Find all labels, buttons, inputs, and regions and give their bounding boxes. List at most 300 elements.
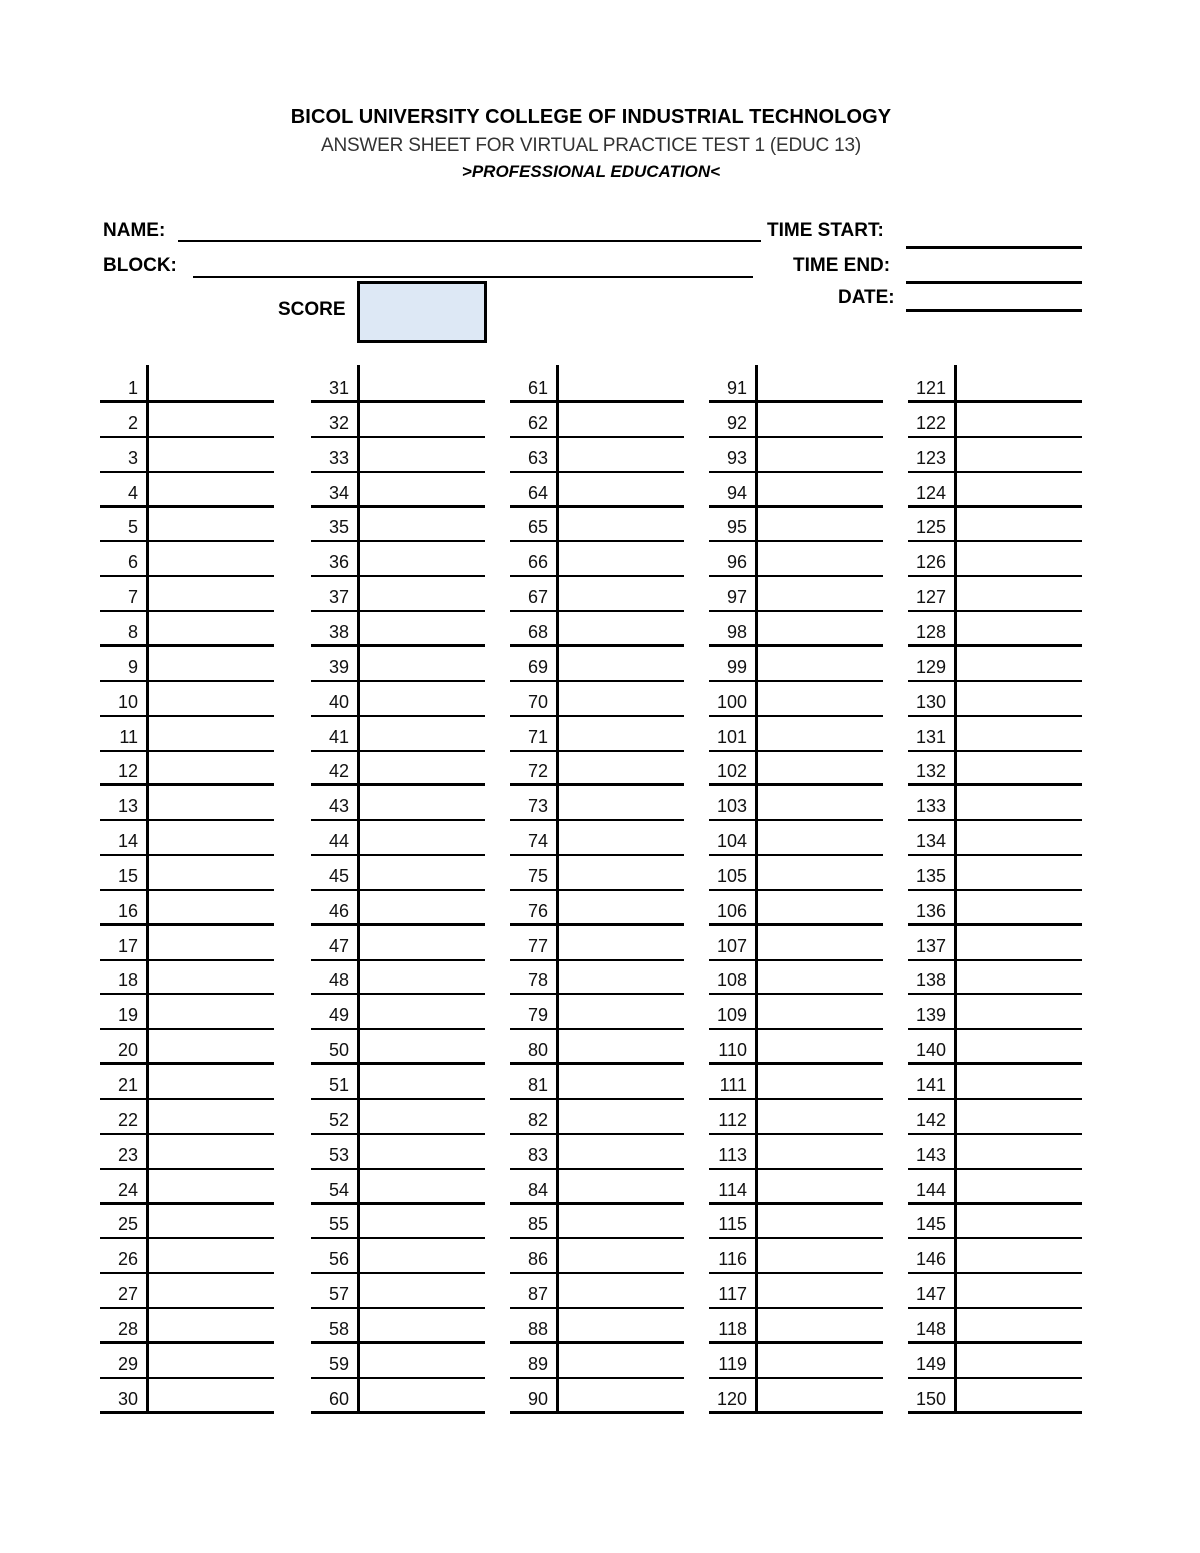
answer-field[interactable]: [958, 788, 1078, 818]
question-number: 108: [716, 970, 747, 991]
answer-field[interactable]: [958, 1067, 1078, 1097]
answer-row: [908, 1065, 1082, 1100]
answer-field[interactable]: [150, 1381, 270, 1411]
answer-row: [709, 1274, 883, 1309]
answer-field[interactable]: [560, 475, 680, 505]
answer-row: [510, 786, 684, 821]
answer-row: [100, 717, 274, 752]
answer-field[interactable]: [150, 753, 270, 783]
answer-field[interactable]: [958, 858, 1078, 888]
answer-field[interactable]: [759, 788, 879, 818]
answer-field[interactable]: [361, 440, 481, 470]
answer-row: [100, 1274, 274, 1309]
answer-field[interactable]: [560, 753, 680, 783]
answer-field[interactable]: [759, 475, 879, 505]
answer-field[interactable]: [361, 893, 481, 923]
question-number: 58: [328, 1318, 349, 1339]
answer-field[interactable]: [958, 1032, 1078, 1062]
time-start-label: TIME START:: [767, 220, 884, 241]
question-number: 137: [915, 935, 946, 956]
answer-field[interactable]: [150, 475, 270, 505]
answer-row: [510, 612, 684, 647]
answer-field[interactable]: [759, 1311, 879, 1341]
answer-row: [709, 995, 883, 1030]
question-number: 55: [328, 1214, 349, 1235]
answer-field[interactable]: [560, 370, 680, 400]
answer-row: [510, 751, 684, 786]
answer-field[interactable]: [560, 893, 680, 923]
answer-field[interactable]: [958, 544, 1078, 574]
answer-field[interactable]: [759, 962, 879, 992]
answer-row: [510, 438, 684, 473]
question-number: 90: [527, 1388, 548, 1409]
question-number: 71: [527, 726, 548, 747]
question-number: 142: [915, 1109, 946, 1130]
answer-field[interactable]: [361, 649, 481, 679]
question-number: 42: [328, 761, 349, 782]
answer-field[interactable]: [150, 1172, 270, 1202]
answer-field[interactable]: [759, 1346, 879, 1376]
answer-field[interactable]: [759, 684, 879, 714]
answer-row: [709, 926, 883, 961]
answer-field[interactable]: [361, 788, 481, 818]
answer-row: [908, 1309, 1082, 1344]
answer-field[interactable]: [150, 1102, 270, 1132]
answer-field[interactable]: [759, 719, 879, 749]
answer-field[interactable]: [150, 1241, 270, 1271]
question-number: 91: [726, 378, 747, 398]
answer-field[interactable]: [150, 684, 270, 714]
answer-field[interactable]: [560, 788, 680, 818]
answer-row: [709, 1135, 883, 1170]
answer-field[interactable]: [759, 1206, 879, 1236]
question-number: 38: [328, 621, 349, 642]
date-field[interactable]: [906, 309, 1082, 312]
answer-field[interactable]: [759, 544, 879, 574]
question-number: 114: [718, 1179, 747, 1200]
answer-row: [100, 438, 274, 473]
question-number: 145: [915, 1214, 946, 1235]
answer-field[interactable]: [958, 1381, 1078, 1411]
answer-field[interactable]: [560, 1172, 680, 1202]
answer-row: [510, 577, 684, 612]
answer-field[interactable]: [361, 405, 481, 435]
answer-row: [100, 1309, 274, 1344]
answer-field[interactable]: [150, 858, 270, 888]
question-number: 43: [328, 796, 349, 817]
block-label: BLOCK:: [103, 255, 177, 276]
answer-field[interactable]: [361, 684, 481, 714]
question-number: 73: [527, 796, 548, 817]
block-field[interactable]: [193, 276, 753, 278]
answer-row: [908, 473, 1082, 508]
question-number: 25: [117, 1214, 138, 1235]
answer-field[interactable]: [759, 1172, 879, 1202]
question-number: 40: [328, 691, 349, 712]
answer-field[interactable]: [150, 1067, 270, 1097]
question-number: 147: [915, 1284, 946, 1305]
answer-row: [510, 1239, 684, 1274]
answer-field[interactable]: [958, 579, 1078, 609]
question-number: 74: [527, 831, 548, 852]
question-number: 131: [915, 726, 946, 747]
answer-field[interactable]: [958, 1172, 1078, 1202]
question-number: 105: [716, 865, 747, 886]
answer-field[interactable]: [150, 1032, 270, 1062]
question-number: 143: [915, 1144, 946, 1165]
answer-row: [908, 821, 1082, 856]
answer-row: [709, 891, 883, 926]
answer-field[interactable]: [361, 475, 481, 505]
question-number: 150: [915, 1388, 946, 1409]
answer-field[interactable]: [958, 440, 1078, 470]
answer-field[interactable]: [361, 1067, 481, 1097]
answer-row: [908, 786, 1082, 821]
answer-row: [908, 368, 1082, 403]
answer-row: [709, 473, 883, 508]
answer-field[interactable]: [150, 962, 270, 992]
answer-field[interactable]: [560, 1241, 680, 1271]
answer-field[interactable]: [759, 1067, 879, 1097]
time-end-field[interactable]: [906, 281, 1082, 284]
answer-field[interactable]: [958, 614, 1078, 644]
answer-row: [100, 821, 274, 856]
answer-field[interactable]: [361, 1311, 481, 1341]
question-number: 70: [527, 691, 548, 712]
answer-field[interactable]: [361, 1346, 481, 1376]
answer-field[interactable]: [560, 928, 680, 958]
answer-field[interactable]: [759, 1137, 879, 1167]
answer-field[interactable]: [958, 1311, 1078, 1341]
answer-field[interactable]: [759, 1032, 879, 1062]
question-number: 95: [726, 517, 747, 538]
question-number: 9: [127, 656, 138, 677]
answer-row: [100, 1170, 274, 1205]
answer-field[interactable]: [361, 1241, 481, 1271]
score-box[interactable]: [357, 281, 487, 343]
answer-row: [100, 960, 274, 995]
answer-field[interactable]: [361, 997, 481, 1027]
question-number: 136: [915, 900, 946, 921]
answer-row: [709, 647, 883, 682]
question-number: 121: [915, 378, 946, 398]
answer-field[interactable]: [150, 370, 270, 400]
answer-field[interactable]: [958, 997, 1078, 1027]
question-number: 1: [127, 378, 138, 398]
answer-row: [311, 473, 485, 508]
answer-row: [311, 507, 485, 542]
answer-field[interactable]: [759, 370, 879, 400]
answer-field[interactable]: [361, 1381, 481, 1411]
answer-field[interactable]: [150, 997, 270, 1027]
answer-field[interactable]: [560, 997, 680, 1027]
answer-field[interactable]: [759, 1276, 879, 1306]
answer-row: [908, 1204, 1082, 1239]
answer-row: [311, 438, 485, 473]
answer-field[interactable]: [958, 893, 1078, 923]
answer-field[interactable]: [150, 1346, 270, 1376]
question-number: 28: [117, 1318, 138, 1339]
answer-row: [709, 1204, 883, 1239]
answer-field[interactable]: [759, 509, 879, 539]
answer-field[interactable]: [560, 1276, 680, 1306]
answer-field[interactable]: [560, 1137, 680, 1167]
answer-row: [100, 507, 274, 542]
answer-field[interactable]: [560, 1032, 680, 1062]
answer-field[interactable]: [958, 753, 1078, 783]
answer-field[interactable]: [958, 1276, 1078, 1306]
answer-row: [510, 995, 684, 1030]
answer-field[interactable]: [361, 823, 481, 853]
question-number: 56: [328, 1249, 349, 1270]
answer-row: [709, 821, 883, 856]
question-number: 107: [716, 935, 747, 956]
answer-field[interactable]: [958, 475, 1078, 505]
answer-field[interactable]: [759, 1381, 879, 1411]
answer-field[interactable]: [560, 649, 680, 679]
question-number: 94: [726, 482, 747, 503]
answer-field[interactable]: [759, 405, 879, 435]
answer-field[interactable]: [150, 405, 270, 435]
answer-row: [100, 682, 274, 717]
answer-row: [311, 1030, 485, 1065]
answer-field[interactable]: [361, 928, 481, 958]
subject-label: >PROFESSIONAL EDUCATION<: [461, 162, 721, 181]
answer-field[interactable]: [759, 440, 879, 470]
answer-field[interactable]: [560, 719, 680, 749]
row-rule: [908, 1411, 1082, 1414]
answer-row: [311, 368, 485, 403]
answer-field[interactable]: [150, 1311, 270, 1341]
answer-field[interactable]: [560, 1381, 680, 1411]
answer-field[interactable]: [560, 509, 680, 539]
answer-field[interactable]: [150, 823, 270, 853]
answer-row: [311, 995, 485, 1030]
answer-field[interactable]: [759, 997, 879, 1027]
answer-row: [908, 1030, 1082, 1065]
answer-row: [100, 1135, 274, 1170]
answer-field[interactable]: [361, 719, 481, 749]
answer-row: [510, 1344, 684, 1379]
answer-field[interactable]: [560, 962, 680, 992]
answer-row: [908, 856, 1082, 891]
answer-field[interactable]: [759, 1102, 879, 1132]
question-number: 75: [527, 865, 548, 886]
answer-field[interactable]: [958, 509, 1078, 539]
answer-field[interactable]: [361, 1102, 481, 1132]
answer-field[interactable]: [958, 823, 1078, 853]
question-number: 116: [718, 1249, 747, 1270]
question-number: 3: [127, 447, 138, 468]
question-number: 144: [915, 1179, 946, 1200]
answer-row: [311, 960, 485, 995]
answer-row: [311, 403, 485, 438]
answer-field[interactable]: [361, 579, 481, 609]
answer-row: [908, 1379, 1082, 1414]
question-number: 67: [527, 587, 548, 608]
answer-field[interactable]: [958, 1206, 1078, 1236]
answer-field[interactable]: [361, 614, 481, 644]
question-number: 87: [527, 1284, 548, 1305]
answer-row: [908, 1274, 1082, 1309]
answer-field[interactable]: [560, 1067, 680, 1097]
answer-field[interactable]: [560, 440, 680, 470]
answer-field[interactable]: [958, 684, 1078, 714]
answer-row: [100, 1239, 274, 1274]
answer-field[interactable]: [560, 684, 680, 714]
question-number: 62: [527, 412, 548, 433]
answer-field[interactable]: [361, 1137, 481, 1167]
question-number: 33: [328, 447, 349, 468]
question-number: 78: [527, 970, 548, 991]
answer-field[interactable]: [560, 1102, 680, 1132]
question-number: 77: [527, 935, 548, 956]
name-field[interactable]: [178, 240, 761, 242]
answer-field[interactable]: [150, 440, 270, 470]
question-number: 24: [117, 1179, 138, 1200]
answer-field[interactable]: [958, 719, 1078, 749]
answer-row: [311, 821, 485, 856]
question-number: 8: [127, 621, 138, 642]
answer-field[interactable]: [759, 858, 879, 888]
question-number: 14: [117, 831, 138, 852]
answer-field[interactable]: [361, 858, 481, 888]
answer-row: [100, 995, 274, 1030]
answer-field[interactable]: [560, 1206, 680, 1236]
question-number: 106: [716, 900, 747, 921]
answer-row: [510, 368, 684, 403]
answer-row: [510, 1379, 684, 1414]
answer-row: [908, 612, 1082, 647]
question-number: 84: [527, 1179, 548, 1200]
answer-row: [510, 647, 684, 682]
row-rule: [510, 1411, 684, 1414]
time-start-field[interactable]: [906, 246, 1082, 249]
answer-field[interactable]: [361, 370, 481, 400]
answer-field[interactable]: [361, 1032, 481, 1062]
answer-field[interactable]: [759, 753, 879, 783]
question-number: 129: [915, 656, 946, 677]
question-number: 104: [716, 831, 747, 852]
question-number: 83: [527, 1144, 548, 1165]
answer-field[interactable]: [361, 962, 481, 992]
question-number: 69: [527, 656, 548, 677]
answer-field[interactable]: [759, 579, 879, 609]
answer-field[interactable]: [759, 823, 879, 853]
answer-field[interactable]: [361, 1206, 481, 1236]
answer-row: [100, 1379, 274, 1414]
answer-field[interactable]: [560, 614, 680, 644]
answer-field[interactable]: [560, 579, 680, 609]
answer-field[interactable]: [560, 544, 680, 574]
answer-row: [709, 1030, 883, 1065]
answer-row: [908, 647, 1082, 682]
answer-field[interactable]: [150, 544, 270, 574]
answer-field[interactable]: [560, 858, 680, 888]
question-number: 97: [726, 587, 747, 608]
question-number: 39: [328, 656, 349, 677]
answer-field[interactable]: [958, 962, 1078, 992]
answer-field[interactable]: [150, 1276, 270, 1306]
answer-field[interactable]: [759, 614, 879, 644]
answer-field[interactable]: [759, 649, 879, 679]
answer-field[interactable]: [759, 893, 879, 923]
answer-field[interactable]: [150, 1137, 270, 1167]
answer-field[interactable]: [560, 823, 680, 853]
answer-row: [311, 682, 485, 717]
question-number: 113: [718, 1144, 747, 1165]
answer-row: [908, 717, 1082, 752]
question-number: 109: [716, 1005, 747, 1026]
answer-field[interactable]: [958, 928, 1078, 958]
question-number: 19: [117, 1005, 138, 1026]
answer-field[interactable]: [361, 509, 481, 539]
answer-field[interactable]: [150, 719, 270, 749]
question-number: 48: [328, 970, 349, 991]
time-end-label: TIME END:: [793, 255, 891, 276]
question-number: 66: [527, 552, 548, 573]
question-number: 61: [527, 378, 548, 398]
answer-row: [311, 1204, 485, 1239]
answer-field[interactable]: [150, 614, 270, 644]
question-number: 16: [117, 900, 138, 921]
answer-field[interactable]: [759, 1241, 879, 1271]
answer-field[interactable]: [958, 1137, 1078, 1167]
answer-field[interactable]: [958, 1346, 1078, 1376]
answer-field[interactable]: [150, 649, 270, 679]
question-number: 10: [117, 691, 138, 712]
answer-field[interactable]: [560, 1346, 680, 1376]
answer-field[interactable]: [150, 509, 270, 539]
answer-row: [311, 1239, 485, 1274]
question-number: 46: [328, 900, 349, 921]
question-number: 92: [726, 412, 747, 433]
answer-column: [510, 365, 684, 1417]
answer-field[interactable]: [958, 370, 1078, 400]
answer-field[interactable]: [361, 753, 481, 783]
answer-field[interactable]: [361, 1172, 481, 1202]
answer-row: [510, 1065, 684, 1100]
answer-field[interactable]: [958, 405, 1078, 435]
answer-row: [510, 1309, 684, 1344]
question-number: 50: [328, 1040, 349, 1061]
answer-field[interactable]: [150, 1206, 270, 1236]
answer-field[interactable]: [958, 649, 1078, 679]
question-number: 41: [328, 726, 349, 747]
answer-field[interactable]: [958, 1241, 1078, 1271]
answer-field[interactable]: [361, 1276, 481, 1306]
answer-field[interactable]: [958, 1102, 1078, 1132]
answer-row: [709, 1239, 883, 1274]
answer-field[interactable]: [150, 579, 270, 609]
answer-row: [311, 577, 485, 612]
answer-field[interactable]: [560, 1311, 680, 1341]
question-number: 76: [527, 900, 548, 921]
answer-field[interactable]: [150, 788, 270, 818]
answer-row: [311, 1170, 485, 1205]
question-number: 49: [328, 1005, 349, 1026]
question-number: 63: [527, 447, 548, 468]
answer-field[interactable]: [150, 928, 270, 958]
question-number: 126: [915, 552, 946, 573]
answer-row: [908, 438, 1082, 473]
answer-field[interactable]: [361, 544, 481, 574]
answer-field[interactable]: [150, 893, 270, 923]
answer-row: [709, 368, 883, 403]
answer-field[interactable]: [759, 928, 879, 958]
answer-row: [311, 647, 485, 682]
answer-field[interactable]: [560, 405, 680, 435]
